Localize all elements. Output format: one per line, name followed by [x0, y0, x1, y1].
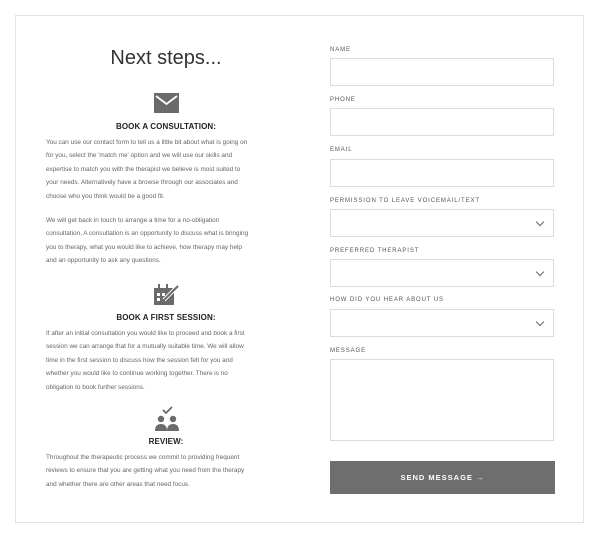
- chevron-down-icon: [536, 218, 544, 226]
- name-field[interactable]: [330, 58, 554, 86]
- page-title: Next steps...: [110, 47, 222, 69]
- phone-input[interactable]: [331, 109, 557, 137]
- edit-calendar-icon: [154, 284, 180, 311]
- message-label: MESSAGE: [330, 348, 366, 354]
- email-label: EMAIL: [330, 147, 353, 153]
- consultation-text: You can use our contact form to tell us a little bit about what is going on for you, select the 'match me' option and we will use our skills and expertise to match you with the therapist we believe is most suited to your needs. Alternatively have a browse through our associates and choose who you think would be a good fit.: [46, 139, 248, 200]
- hear-about-select[interactable]: [330, 309, 554, 337]
- name-label: NAME: [330, 47, 351, 53]
- email-input[interactable]: [331, 160, 557, 188]
- name-input[interactable]: [331, 59, 557, 87]
- email-field[interactable]: [330, 159, 554, 187]
- therapist-select[interactable]: [330, 259, 554, 287]
- therapist-label: PREFERRED THERAPIST: [330, 248, 420, 254]
- chevron-down-icon: [536, 268, 544, 276]
- section-title-first-session: BOOK A FIRST SESSION:: [116, 313, 216, 322]
- first-session-text: If after an initial consultation you would like to proceed and book a first session we can arrange that for a mutually suitable time. We will allow time in the first session to discuss how the session felt for you and whether you would like to continue working together. There is no obligation to book further sessions.: [46, 330, 245, 391]
- section-title-consultation: BOOK A CONSULTATION:: [115, 122, 217, 131]
- permission-select[interactable]: [330, 209, 554, 237]
- people-check-icon: [154, 406, 180, 437]
- chevron-down-icon: [536, 318, 544, 326]
- phone-field[interactable]: [330, 108, 554, 136]
- permission-label: PERMISSION TO LEAVE VOICEMAIL/TEXT: [330, 198, 480, 204]
- message-textarea[interactable]: [330, 359, 554, 441]
- send-message-button[interactable]: SEND MESSAGE →: [330, 461, 555, 494]
- review-text: Throughout the therapeutic process we commit to providing frequent reviews to ensure that you are getting what you need from the therapy and whether there are other areas that need focus.: [46, 454, 245, 488]
- consultation-followup-text: We will get back in touch to arrange a time for a no-obligation consultation. A consultation is an opportunity to discuss what is bringing you to therapy, what you would like to achieve, how therapy may help and an opportunity to ask any questions.: [46, 217, 249, 265]
- phone-label: PHONE: [330, 97, 356, 103]
- envelope-icon: [154, 93, 179, 118]
- hear-about-label: HOW DID YOU HEAR ABOUT US: [330, 297, 444, 303]
- section-title-review: REVIEW:: [148, 437, 184, 446]
